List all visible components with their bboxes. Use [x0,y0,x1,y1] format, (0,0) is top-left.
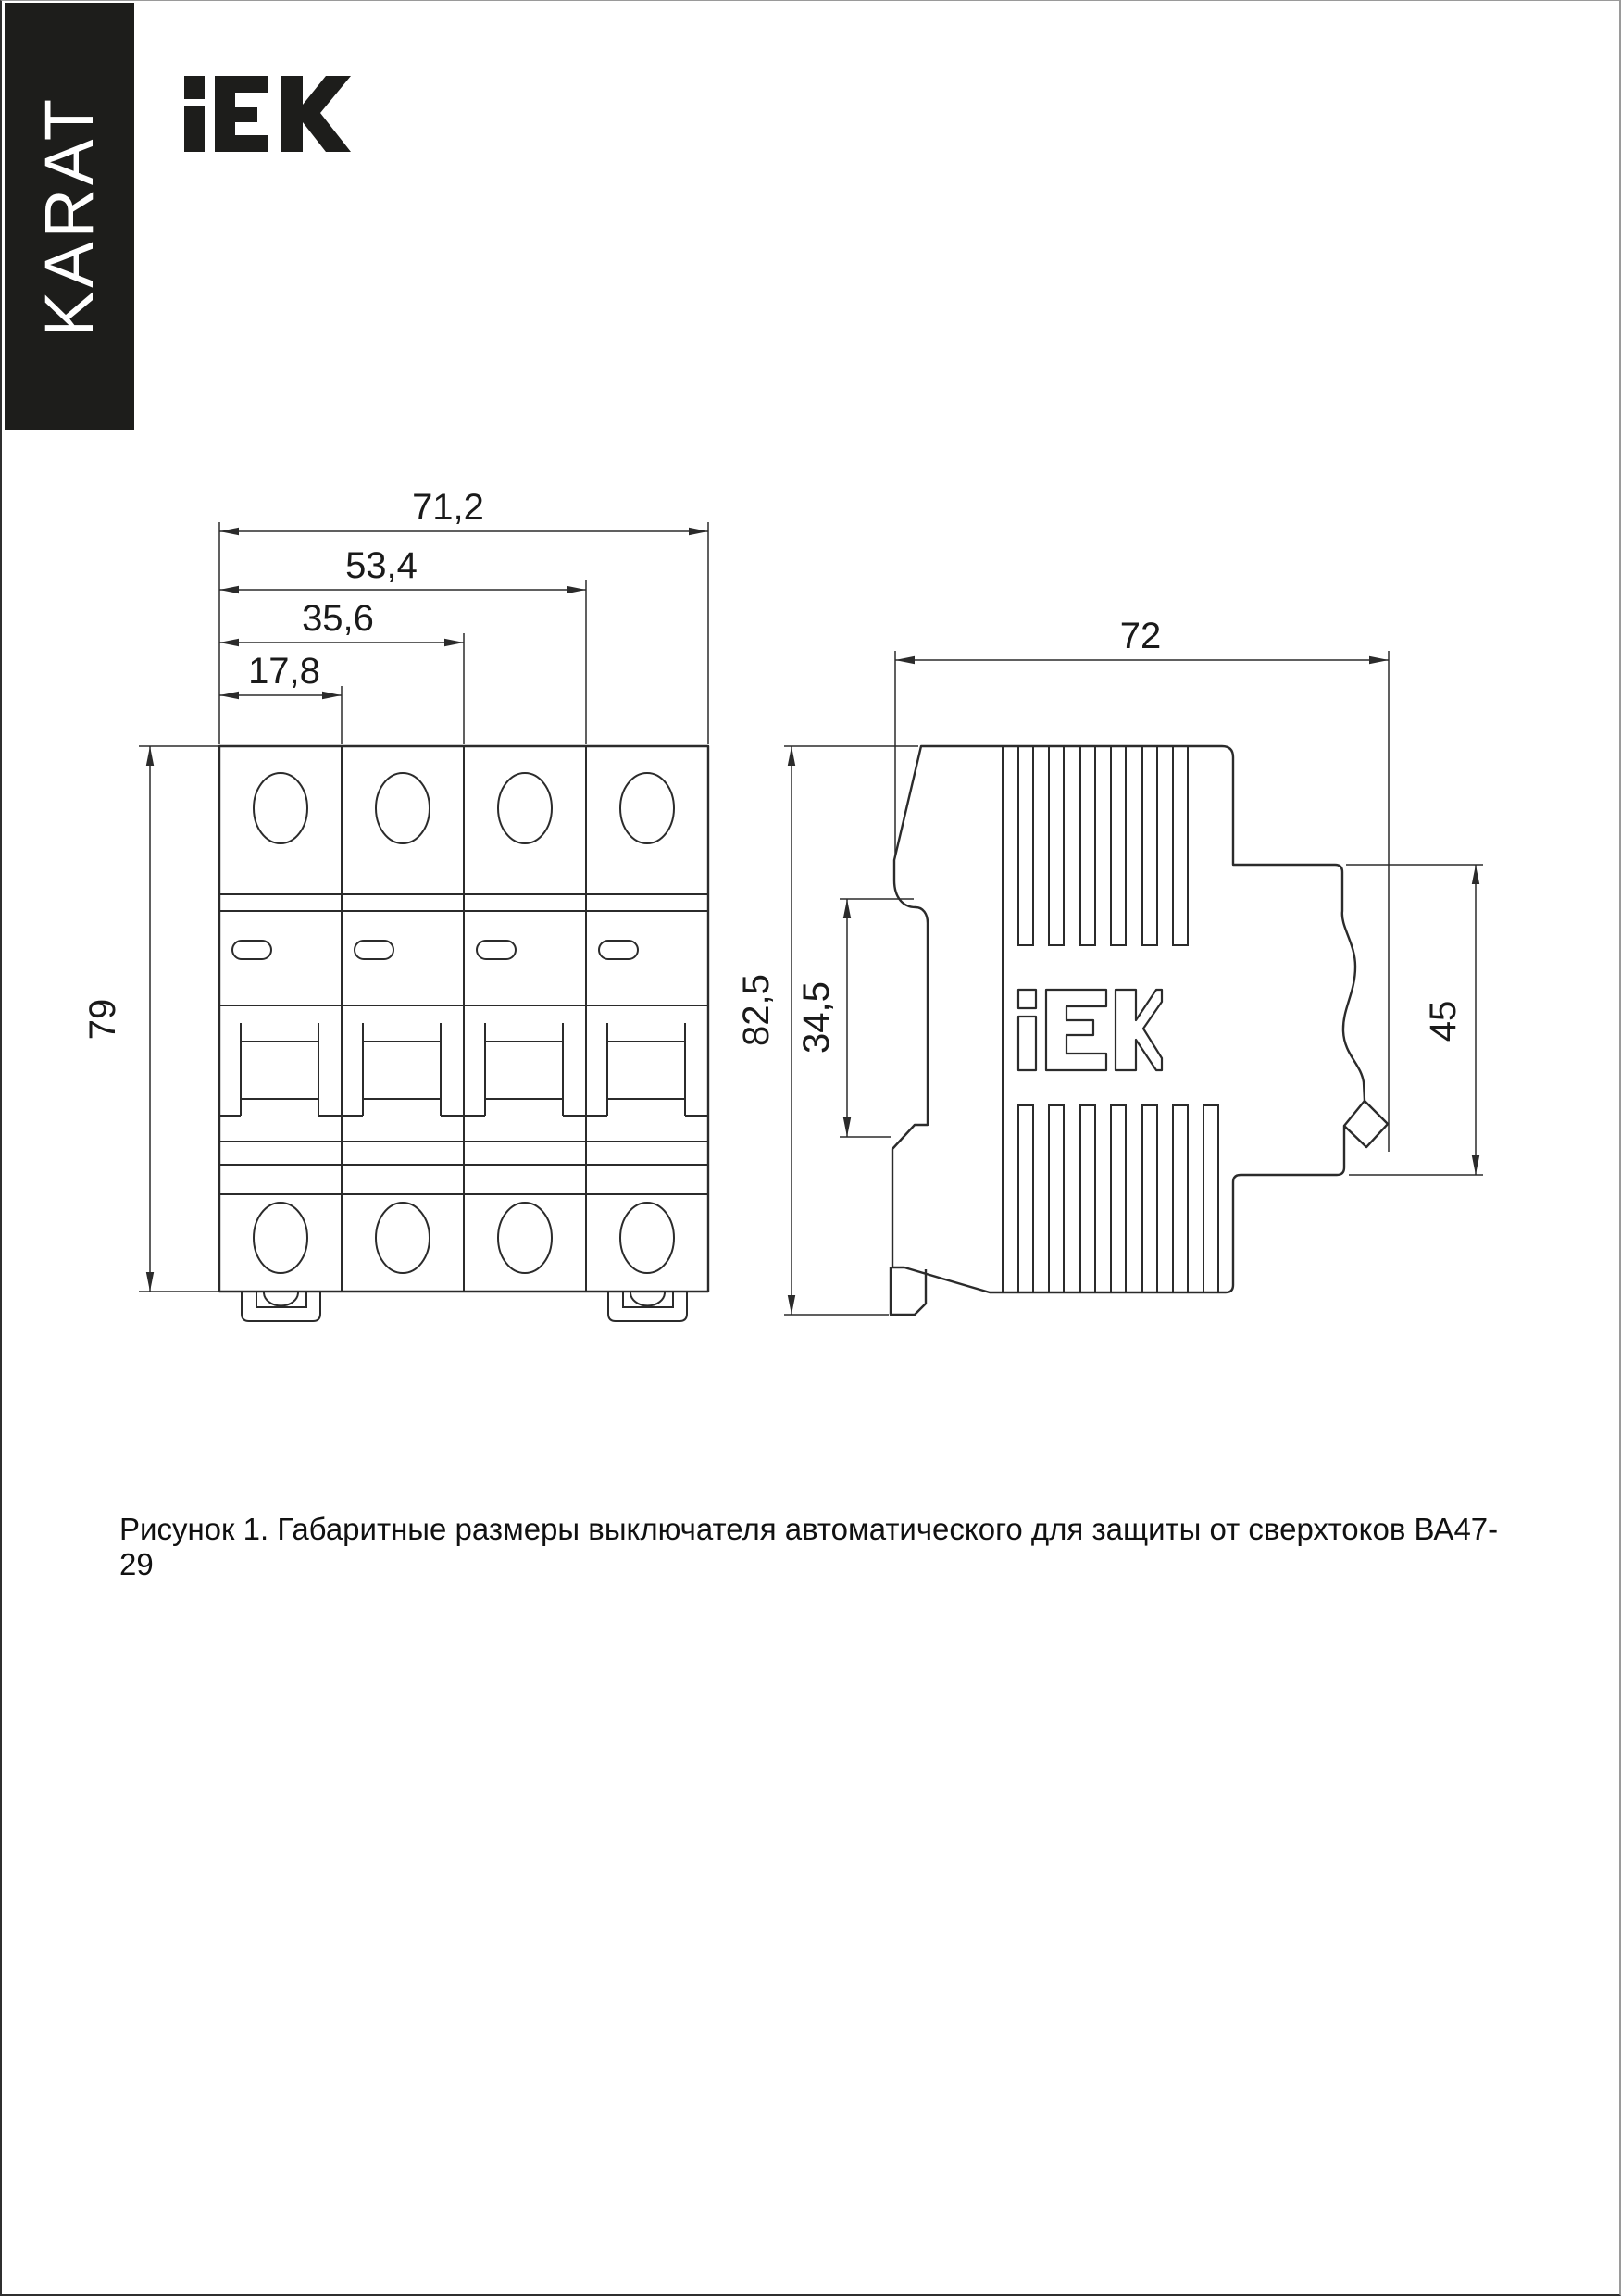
din-clip-foot [891,1267,926,1315]
front-view [219,746,708,1321]
figure-caption: Рисунок 1. Габаритные размеры выключателя автоматического для защиты от сверхтоков ВА47-29 [119,1512,1499,1581]
dim-total-width [219,487,708,531]
label-window [232,941,271,959]
label-window [355,941,393,959]
dim-label-71-2: 71,2 [412,487,484,528]
dim-three-modules [219,545,586,590]
dim-label-53-4: 53,4 [345,545,418,586]
toggle-handle [219,1023,342,1116]
din-clip [608,1292,687,1321]
iek-logo-i-dot [184,76,205,99]
terminal-screw [376,1203,430,1273]
label-window [477,941,516,959]
dim-one-module [219,651,342,695]
iek-logo-i-stem [184,106,205,152]
toggle-handle [586,1023,708,1116]
iek-logo-k [281,76,351,152]
dim-label-82-5: 82,5 [736,974,777,1046]
terminal-screw [498,773,552,843]
dim-label-45: 45 [1423,1000,1464,1042]
terminal-screw [498,1203,552,1273]
brand-karat-label: KARAT [31,94,108,338]
iek-side-i-dot [1018,990,1036,1008]
dim-label-79: 79 [82,998,123,1041]
terminal-screw [376,773,430,843]
iek-side-k [1116,990,1162,1070]
technical-drawing [2,1,1621,2296]
dim-two-modules [219,598,464,643]
terminal-screw [620,773,674,843]
din-clip [242,1292,320,1321]
iek-side-i-stem [1018,1017,1036,1070]
dim-front-face [1346,865,1483,1175]
lower-ribs [1018,1105,1218,1292]
dim-rail-recess [796,899,914,1137]
terminal-screw [620,1203,674,1273]
dim-label-34-5: 34,5 [796,981,837,1054]
iek-side-e [1046,990,1106,1070]
iek-logo-e [215,76,268,152]
toggle-handle [464,1023,586,1116]
side-view [891,746,1388,1315]
iek-logo [184,76,351,152]
terminal-screw [254,1203,307,1273]
terminal-screw [254,773,307,843]
iek-logo-side [1018,990,1162,1070]
toggle-handle [342,1023,464,1116]
side-view-dimensions [736,616,1483,1315]
dim-label-35-6: 35,6 [302,598,374,639]
upper-ribs [1018,746,1188,945]
front-view-dimensions [82,487,708,1292]
dim-label-17-8: 17,8 [248,651,320,692]
dim-front-height [82,746,218,1292]
toggle-lever-edge [1344,1101,1365,1126]
label-window [599,941,638,959]
dim-label-72: 72 [1119,616,1162,656]
